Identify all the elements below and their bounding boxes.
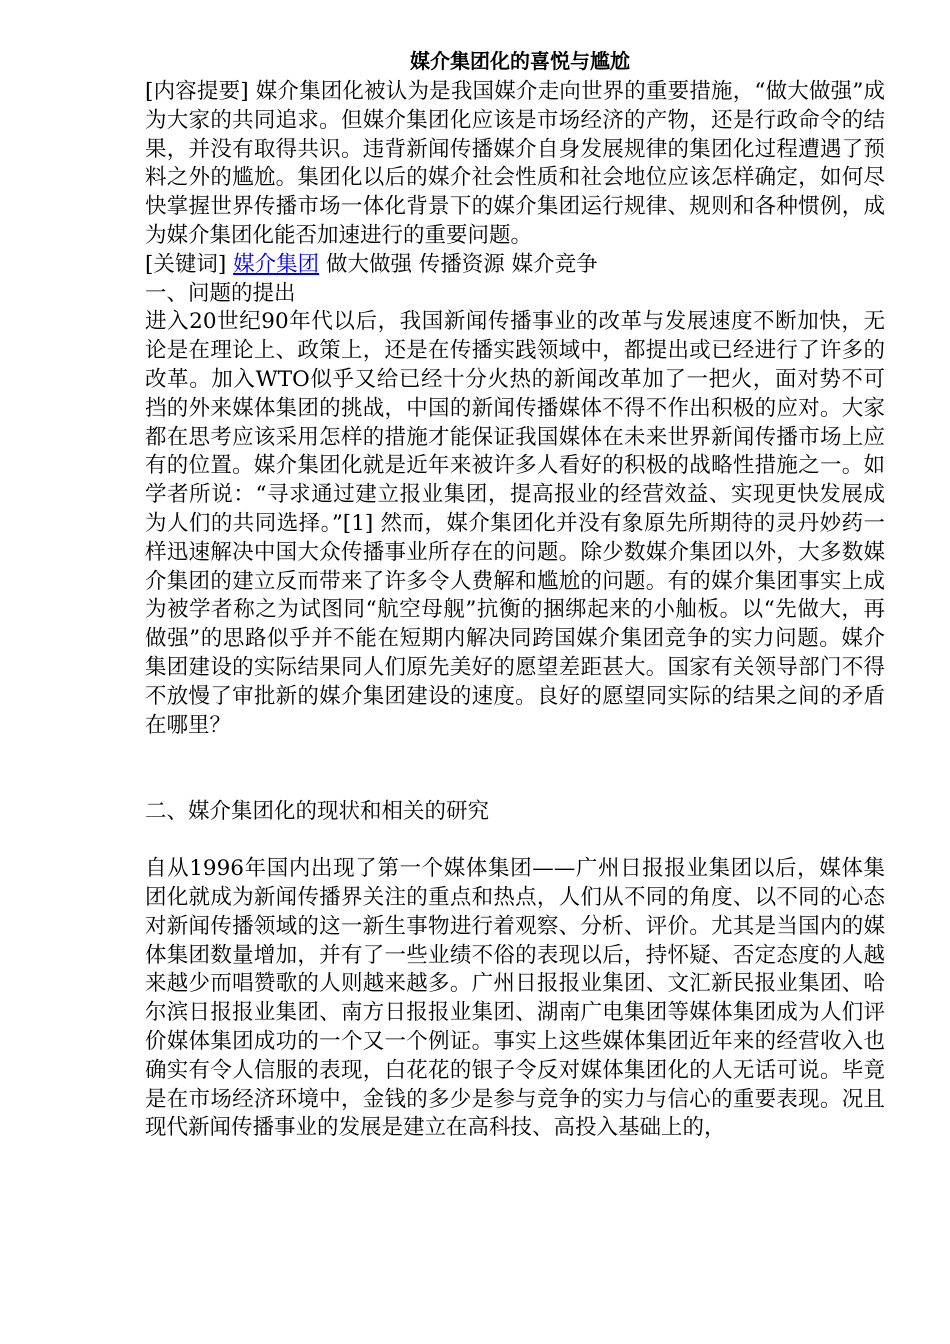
keywords-rest: 做大做强 传播资源 媒介竞争 bbox=[319, 251, 598, 277]
section1-heading: 一、问题的提出 bbox=[145, 280, 296, 306]
document-title: 媒介集团化的喜悦与尴尬 bbox=[410, 49, 630, 73]
section-spacer bbox=[145, 740, 885, 798]
section2-heading: 二、媒介集团化的现状和相关的研究 bbox=[145, 799, 490, 825]
keyword-link-media-group[interactable]: 媒介集团 bbox=[233, 251, 320, 277]
keywords-label: [关键词] bbox=[145, 251, 234, 277]
document-page bbox=[145, 44, 885, 1143]
abstract-paragraph: [内容提要] 媒介集团化被认为是我国媒介走向世界的重要措施，“做大做强”成为大家的共同追求。但媒介集团化应该是市场经济的产物，还是行政命令的结果，并没有取得共识。违背新闻传播媒介自身发展规律的集团化过程遭遇了预料之外的尴尬。集团化以后的媒介社会性质和社会地位应该怎样确定，如何尽快掌握世界传播市场一体化背景下的媒介集团运行规律、规则和各种惯例，成为媒介集团化能否加速进行的重要问题。 bbox=[145, 79, 885, 248]
section2-body: 自从1996年国内出现了第一个媒体集团——广州日报报业集团以后，媒体集团化就成为新闻传播界关注的重点和热点，人们从不同的角度、以不同的心态对新闻传播领域的这一新生事物进行着观察、分析、评价。尤其是当国内的媒体集团数量增加，并有了一些业绩不俗的表现以后，持怀疑、否定态度的人越来越少而唱赞歌的人则越来越多。广州日报报业集团、文汇新民报业集团、哈尔滨日报报业集团、南方日报报业集团、湖南广电集团等媒体集团成为人们评价媒体集团成功的一个又一个例证。事实上这些媒体集团近年来的经营收入也确实有令人信服的表现，白花花的银子令反对媒体集团化的人无话可说。毕竟是在市场经济环境中，金钱的多少是参与竞争的实力与信心的重要表现。况且现代新闻传播事业的发展是建立在高科技、高投入基础上的， bbox=[145, 856, 885, 1141]
section1-body: 进入20世纪90年代以后，我国新闻传播事业的改革与发展速度不断加快，无论是在理论上、政策上，还是在传播实践领域中，都提出或已经进行了许多的改革。加入WTO似乎又给已经十分火热的新闻改革加了一把火，面对势不可挡的外来媒体集团的挑战，中国的新闻传播媒体不得不作出积极的应对。大家都在思考应该采用怎样的措施才能保证我国媒体在未来世界新闻传播市场上应有的位置。媒介集团化就是近年来被许多人看好的积极的战略性措施之一。如学者所说：“寻求通过建立报业集团，提高报业的经营效益、实现更快发展成为人们的共同选择。”[1] 然而，媒介集团化并没有象原先所期待的灵丹妙药一样迅速解决中国大众传播事业所存在的问题。除少数媒介集团以外，大多数媒介集团的建立反而带来了许多令人费解和尴尬的问题。有的媒介集团事实上成为被学者称之为试图同“航空母舰”抗衡的捆绑起来的小舢板。以“先做大，再做强”的思路似乎并不能在短期内解决同跨国媒介集团竞争的实力问题。媒介集团建设的实际结果同人们原先美好的愿望差距甚大。国家有关领导部门不得不放慢了审批新的媒介集团建设的速度。良好的愿望同实际的结果之间的矛盾在哪里？ bbox=[145, 309, 885, 738]
heading-spacer bbox=[145, 827, 885, 855]
keywords-line bbox=[145, 251, 885, 280]
